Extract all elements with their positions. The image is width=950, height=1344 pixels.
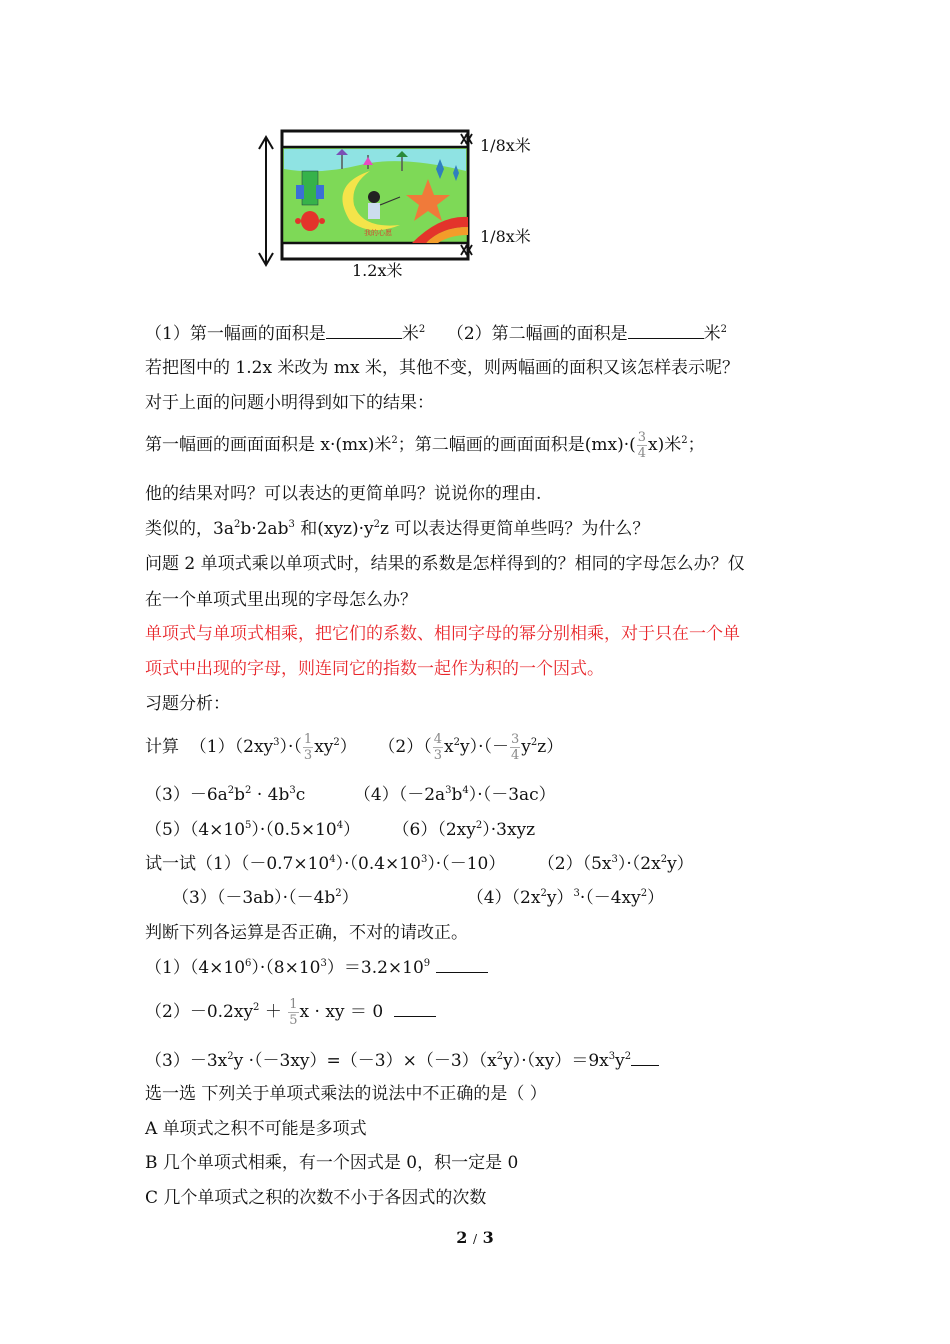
label-width: 1.2x米 — [352, 261, 403, 280]
fraction-three-quarters: $\frac{3}{4}$ — [637, 430, 647, 461]
rule-line-2: 项式中出现的字母，则连同它的指数一起作为积的一个因式。 — [145, 659, 604, 679]
judge-heading: 判断下列各运算是否正确，不对的请改正。 — [145, 923, 468, 943]
q1-part1-blank[interactable] — [326, 322, 402, 339]
text-line-2: 若把图中的 1.2x 米改为 mx 米，其他不变，则两幅画的面积又该怎样表示呢？ — [145, 358, 739, 378]
exercise-heading: 习题分析： — [145, 694, 230, 714]
label-bottom-strip: 1/8x米 — [480, 227, 531, 246]
question-2-line-2: 在一个单项式里出现的字母怎么办？ — [145, 590, 417, 610]
question-1-line: （1）第一幅画的面积是 米$^2$ （2）第二幅画的面积是 米$^2$ — [145, 324, 728, 344]
similar-question: 类似的，$3a^2b\cdot 2ab^3$ 和$(xyz)\cdot y^2z$ 可以表达得更简单些吗？为什么？ — [145, 519, 650, 539]
judge-q2: $(2)-0.2xy^2$ ＋ $\frac{1}{5}$ x · xy ＝ 0 — [145, 996, 436, 1028]
q1-part2-text: （2）第二幅画的面积是 — [446, 324, 628, 344]
judge-q3-blank[interactable] — [631, 1049, 659, 1066]
painting-caption: 我的心愿 — [364, 229, 392, 237]
judge-q3: $(3)-3x^2y \cdot(-3xy)=(-3)\times(-3)(x^2y)\cdot(xy)=9x^3y^2$ — [145, 1049, 659, 1072]
try-line-2: $(3)(-3ab)\cdot(-4b^2)$ $(4)(2x^2y)^3\cdot(-4xy^2)$ — [145, 888, 665, 908]
option-c[interactable]: C 几个单项式之积的次数不小于各因式的次数 — [145, 1188, 487, 1208]
rule-line-1: 单项式与单项式相乘，把它们的系数、相同字母的幂分别相乘，对于只在一个单 — [145, 624, 740, 644]
q1-part1-unit: 米 — [401, 324, 419, 344]
option-b[interactable]: B 几个单项式相乘，有一个因式是 0，积一定是 0 — [145, 1153, 519, 1173]
calc-line-2: $(3)-6a^2b^2 \cdot 4b^3c$ $(4)(-2a^3b^4)\cdot(-3ac)$ — [145, 785, 556, 805]
option-a[interactable]: A 单项式之积不可能是多项式 — [145, 1119, 367, 1139]
fraction-one-third: $\frac{1}{3}$ — [303, 732, 313, 763]
choose-question: 选一选 下列关于单项式乘法的说法中不正确的是（ ） — [145, 1084, 547, 1104]
text-line-5: 他的结果对吗？可以表达的更简单吗？说说你的理由. — [145, 484, 542, 504]
judge-q2-blank[interactable] — [394, 1000, 436, 1017]
label-top-strip: 1/8x米 — [480, 136, 531, 155]
q1-part2-blank[interactable] — [628, 322, 704, 339]
xiaoming-result: 第一幅画的画面面积是 x·(mx)米$^2$；第二幅画的画面面积是(mx)·( $\frac{3}{4}$ x)米$^2$； — [145, 430, 705, 461]
fraction-four-thirds: $\frac{4}{3}$ — [433, 732, 442, 763]
page-number: 2 / 3 — [456, 1228, 494, 1247]
fraction-one-fifth: $\frac{1}{5}$ — [289, 997, 298, 1028]
question-2-line-1: 问题 2 单项式乘以单项式时，结果的系数是怎样得到的？相同的字母怎么办？仅 — [145, 554, 745, 574]
painting-figure — [250, 125, 550, 285]
fraction-three-quarters-2: $\frac{3}{4}$ — [510, 732, 520, 763]
try-line-1: 试一试$(1)(-0.7\times 10^4)\cdot(0.4\times 10^3)\cdot(-10)$ $(2)(5x^3)\cdot(2x^2y)$ — [145, 854, 694, 874]
judge-q1-blank[interactable] — [436, 956, 488, 973]
q1-part1-text: （1）第一幅画的面积是 — [145, 324, 326, 344]
judge-q1: $(1)(4\times 10^6)\cdot(8\times 10^3)=3.2\times 10^9$ — [145, 956, 488, 979]
calc-line-1: 计算 $(1)(2xy^3)\cdot$（ $\frac{1}{3}$ $xy^2$） （2）（ $\frac{4}{3}$ $x^2y)\cdot(-$ $\frac{3}{4}$ $y^2z$） — [145, 732, 564, 763]
q1-part2-unit: 米 — [703, 324, 721, 344]
text-line-3: 对于上面的问题小明得到如下的结果： — [145, 393, 434, 413]
calc-line-3: $(5)(4\times 10^5)\cdot(0.5\times 10^4)$ $(6)(2xy^2)\cdot 3xyz$ — [145, 820, 536, 840]
